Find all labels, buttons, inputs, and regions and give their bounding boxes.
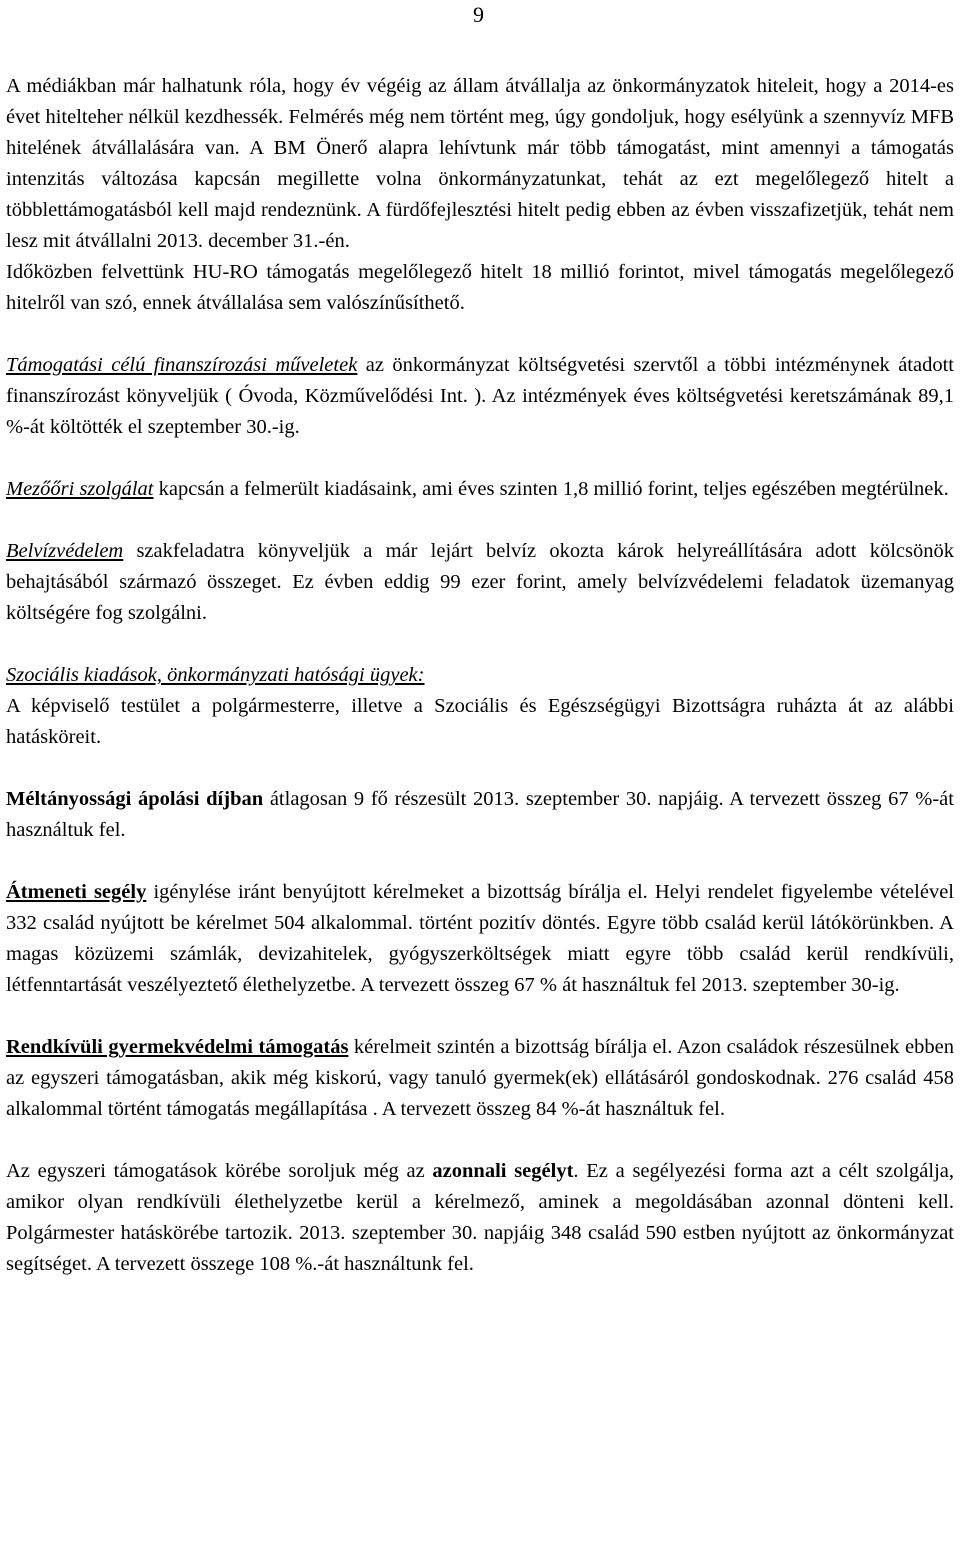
paragraph-social-expenses-text: A képviselő testület a polgármesterre, illetve a Szociális és Egészségügyi Bizottságra ruházta át az alábbi hatásköreit. <box>6 695 954 748</box>
text-flood-protection: szakfeladatra könyveljük a már lejárt belvíz okozta károk helyreállítására adott kölcsönök behajtásából származó összeget. Ez évben eddig 99 ezer forint, amely belvízvédelemi feladatok üzemanyag költségére fog szolgálni. <box>6 540 954 624</box>
text-temporary-aid: igénylése iránt benyújtott kérelmeket a bizottság bírálja el. Helyi rendelet figyelembe vételével 332 család nyújtott be kérelmet 504 alkalommal. történt pozitív döntés. Egyre több család kerül látókörünkben. A magas közüzemi számlák, devizahitelek, gyógyszerköltségek miatt egyre több család kerül rendkívüli, létfenntartását veszélyeztető élethelyzetbe. A tervezett összeg 67 % át használtuk fel 2013. szeptember 30-ig. <box>6 881 954 996</box>
heading-child-protection: Rendkívüli gyermekvédelmi támogatás <box>6 1036 349 1058</box>
heading-care-allowance: Méltányossági ápolási díjban <box>6 788 264 810</box>
text-child-protection: kérelmeit szintén a bizottság bírálja el. Azon családok részesülnek ebben az egyszeri támogatásban, akik még kiskorú, vagy tanuló gyermek(ek) ellátásáról gondoskodnak. 276 család 458 alkalommal történt támogatás megállapítása . A tervezett összeg 84 %-át használtuk fel. <box>6 1036 954 1120</box>
text-immediate-aid-after: . Ez a segélyezési forma azt a célt szolgálja, amikor olyan rendkívüli élethelyzetbe kerül a kérelmező, aminek a megoldásában azonnal dönteni kell. Polgármester hatáskörébe tartozik. 2013. szeptember 30. napjáig 348 család 590 estben nyújtott az önkormányzat segítséget. A tervezett összege 108 %.-át használtunk fel. <box>6 1160 954 1275</box>
paragraph-debt-takeover: A médiákban már halhatunk róla, hogy év végéig az állam átvállalja az önkormányzatok hiteleit, hogy a 2014-es évet hitelteher nélkül kezdhessék. Felmérés még nem történt meg, úgy gondoljuk, hogy esélyünk a szennyvíz MFB hitelének átvállalására van. A BM Önerő alapra lehívtunk már több támogatást, mint amennyi a támogatás intenzitás változása kapcsán megillette volna önkormányzatunkat, tehát az ezt megelőlegező hitelt a többlettámogatásból kell majd rendeznünk. A fürdőfejlesztési hitelt pedig ebben az évben visszafizetjük, tehát nem lesz mit átvállalni 2013. december 31.-én. <box>6 75 954 252</box>
paragraph-immediate-aid <box>6 1156 954 1280</box>
paragraph-child-protection <box>6 1032 954 1125</box>
heading-field-guard: Mezőőri szolgálat <box>6 478 154 500</box>
paragraph-care-allowance <box>6 784 954 846</box>
paragraph-social-expenses-heading <box>6 660 954 691</box>
heading-financing-operations: Támogatási célú finanszírozási műveletek <box>6 354 358 376</box>
paragraph-flood-protection <box>6 536 954 629</box>
document-body <box>6 71 954 1280</box>
highlight-immediate-aid: azonnali segélyt <box>432 1160 574 1182</box>
text-care-allowance: átlagosan 9 fő részesült 2013. szeptember 30. napjáig. A tervezett összeg 67 %-át használtuk fel. <box>6 788 954 841</box>
paragraph-temporary-aid <box>6 877 954 1001</box>
heading-temporary-aid: Átmeneti segély <box>6 881 147 903</box>
paragraph-financing-operations <box>6 350 954 443</box>
page-number: 9 <box>473 2 484 27</box>
paragraph-field-guard <box>6 474 954 505</box>
text-financing-operations: az önkormányzat költségvetési szervtől a többi intézménynek átadott finanszírozást könyveljük ( Óvoda, Közművelődési Int. ). Az intézmények éves költségvetési keretszámának 89,1 %-át költötték el szeptember 30.-ig. <box>6 354 954 438</box>
heading-social-expenses: Szociális kiadások, önkormányzati hatósági ügyek: <box>6 664 425 686</box>
paragraph-hu-ro-loan: Időközben felvettünk HU-RO támogatás megelőlegező hitelt 18 millió forintot, mivel támogatás megelőlegező hitelről van szó, ennek átvállalása sem valószínűsíthető. <box>6 261 954 314</box>
heading-flood-protection: Belvízvédelem <box>6 540 124 562</box>
text-field-guard: kapcsán a felmerült kiadásaink, ami éves szinten 1,8 millió forint, teljes egészében megtérülnek. <box>153 478 949 500</box>
text-immediate-aid-before: Az egyszeri támogatások körébe soroljuk még az <box>6 1160 433 1182</box>
